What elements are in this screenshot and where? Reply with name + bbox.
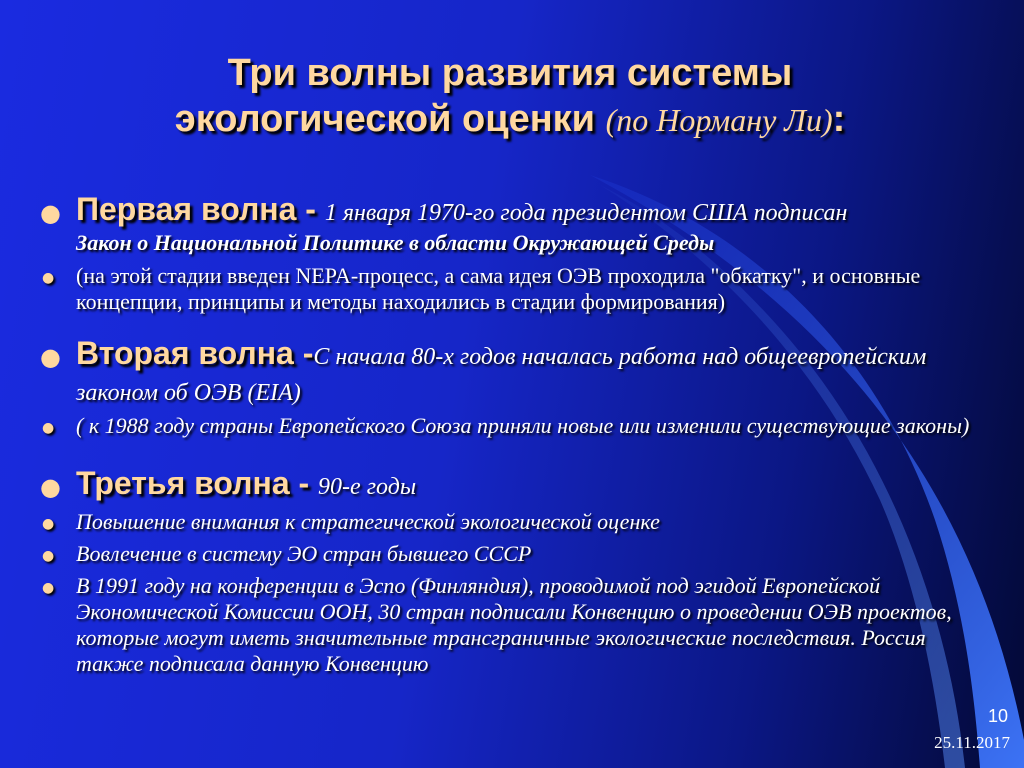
wave-1-law: Закон о Национальной Политике в области Окружающей Среды <box>76 230 715 255</box>
bullet-icon: ● <box>40 199 61 227</box>
title-line-2-main: экологической оценки <box>174 98 596 140</box>
spacer <box>36 439 996 467</box>
bullet-icon: ● <box>40 343 61 371</box>
wave-3-detail-1-text: Повышение внимания к стратегической экологической оценке <box>76 509 660 534</box>
sub-bullet-icon: ● <box>42 516 55 532</box>
title-line-1: Три волны развития системы <box>227 52 793 94</box>
wave-2-item <box>36 337 996 409</box>
wave-3-item <box>36 467 996 503</box>
title-suffix: : <box>832 98 846 140</box>
sub-bullet-icon: ● <box>42 548 55 564</box>
sub-bullet-icon: ● <box>42 270 55 286</box>
wave-2-description: С начала 80-х годов началась работа над общеевропейским законом об ОЭВ (EIA) <box>76 344 927 406</box>
wave-2-heading: Вторая волна <box>76 335 294 371</box>
slide-date: 25.11.2017 <box>934 733 1010 752</box>
wave-3-description: 90-е годы <box>318 474 417 500</box>
wave-2-detail-text: ( к 1988 году страны Европейского Союза приняли новые или изменили существующие законы) <box>76 413 970 438</box>
wave-3-detail-1 <box>36 509 996 535</box>
sub-bullet-icon: ● <box>42 420 55 436</box>
wave-3-separator: - <box>289 465 319 501</box>
wave-3-detail-2 <box>36 541 996 567</box>
wave-3-heading: Третья волна <box>76 465 290 501</box>
wave-1-heading: Первая волна <box>76 191 297 227</box>
wave-1-description: 1 января 1970-го года президентом США подписан <box>324 200 848 226</box>
wave-1-item <box>36 193 996 257</box>
page-title <box>60 50 960 143</box>
title-line-2 <box>60 96 960 143</box>
wave-2-separator: - <box>293 335 314 371</box>
sub-bullet-icon: ● <box>42 580 55 596</box>
wave-2-detail <box>36 413 996 439</box>
wave-3-detail-3 <box>36 573 996 677</box>
page-number: 10 <box>987 706 1008 726</box>
bullet-list <box>36 193 996 677</box>
title-note: (по Норману Ли) <box>605 102 833 138</box>
wave-3-detail-2-text: Вовлечение в систему ЭО стран бывшего СССР <box>76 541 532 566</box>
wave-1-detail <box>36 263 996 315</box>
bullet-icon: ● <box>40 473 61 501</box>
wave-1-separator: - <box>296 191 325 227</box>
wave-3-detail-3-text: В 1991 году на конференции в Эспо (Финляндия), проводимой под эгидой Европейской Экономической Комиссии ООН, 30 стран подписали Конвенцию о проведении ОЭВ проектов, которые могут иметь значительные трансграничные экологические последствия. Россия также подписала данную Конвенцию <box>76 573 952 676</box>
wave-1-detail-text: (на этой стадии введен NEPA-процесс, а сама идея ОЭВ проходила "обкатку", и основные концепции, принципы и методы находились в стадии формирования) <box>76 263 921 314</box>
spacer <box>36 315 996 337</box>
